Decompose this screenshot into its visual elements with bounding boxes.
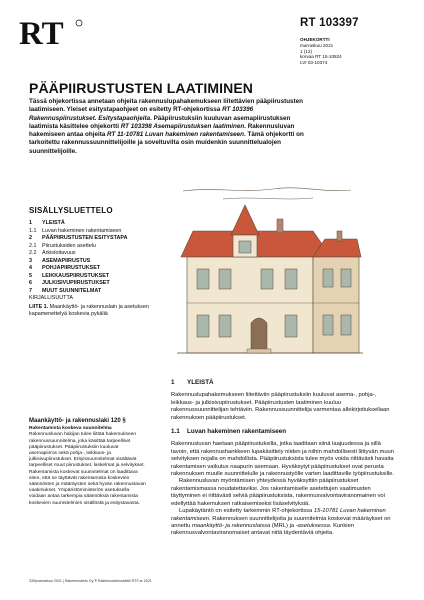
toc-item-num: 2.1 xyxy=(29,242,37,249)
toc-item[interactable] xyxy=(29,265,149,273)
side-wall xyxy=(313,257,359,353)
paragraph-text: . Rakennuksen suunnittelijoita ja suunnitelmia koskevat määräykset on annettu xyxy=(171,515,391,529)
toc-item-num: 5 xyxy=(29,272,32,279)
toc-item-num: 6 xyxy=(29,280,32,286)
toc-item[interactable] xyxy=(29,273,149,281)
meta-type: OHJEKORTTI xyxy=(300,37,330,42)
toc-item-label: PÄÄPIIRUSTUSTEN ESITYSTAPA xyxy=(42,235,128,241)
main-text xyxy=(171,373,399,538)
paragraph-ref: -asetuksessa xyxy=(295,522,330,529)
toc-liite-label: LIITE 1. xyxy=(29,303,49,310)
tower-roof xyxy=(231,205,259,235)
law-excerpt xyxy=(29,418,147,507)
section-num: 1.1 xyxy=(171,428,180,436)
toc-item-liite[interactable] xyxy=(29,304,149,319)
toc-item-num: 7 xyxy=(29,287,32,294)
page-title: PÄÄPIIRUSTUSTEN LAATIMINEN xyxy=(29,80,254,96)
section-num: 1 xyxy=(171,379,175,386)
doc-meta xyxy=(300,37,342,66)
toc-item-label: YLEISTÄ xyxy=(42,220,65,226)
paragraph: Rakennusluvan myöntämisen yhteydessä hyväksyttiin pääpiirustukset rakentamismassa noudatettaviksi. Jos rakentamiselle asetettujen vaatimusten täyttyminen ei riittävästi selviä pääpiirustuksista, rakennusvalvontaviranomainen voi edellyttää hakemuksen ratkaisemiseksi lisäselvityksiä. xyxy=(171,478,385,507)
toc-item-label: JULKISIVUPIIRUSTUKSET xyxy=(42,280,110,286)
toc-item[interactable] xyxy=(29,228,149,236)
intro-ref-3: RT 11-10781 Luvan hakeminen rakentamiseen xyxy=(107,131,245,139)
paragraph-ref: 15-10781 Luvan hakeminen rakentamiseen xyxy=(171,508,386,522)
intro-paragraph xyxy=(29,98,304,156)
rt-logo xyxy=(19,17,85,47)
toc-item-label: LEIKKAUSPIIRUSTUKSET xyxy=(42,272,110,279)
toc-item[interactable] xyxy=(29,235,149,243)
toc-item-label: ASEMAPIIRUSTUS xyxy=(42,257,91,264)
paragraph: Rakennusluvan haetaan pääpiirustuksilla, jotka laaditaan siinä laajuudessa ja sillä tavoin, että rakennushankkeen lupakäsittely niiden ja niihin mahdollisesti liittyvän muun selvityksen nojalla on mahdollista. Pääpiirustuksista tulee myös voida riittävästi havaita rakentamisen vaikutus naapurin asemaan. Hyväksytyt pääpiirustukset ovat perusta rakennuksen muulle suunnittelulle ja rakennustyölle varten laadittaville työpiirustuksille. xyxy=(171,441,394,478)
handwritten-subtitle-stroke xyxy=(223,198,313,199)
toc-item-label: Luvan hakeminen rakentamiseen xyxy=(42,227,122,234)
toc-liite-text: Maankäyttö- ja rakennuslain ja asetuksen kapamenettelyä koskevia pykäliä xyxy=(29,303,149,317)
toc-item-num: 2.2 xyxy=(29,250,37,256)
meta-lvi: LVI 03-10374 xyxy=(300,60,328,66)
paragraph-ref: maankäyttö- ja rakennuslaissa xyxy=(191,522,271,529)
paragraph-text: (MRL) ja xyxy=(270,522,296,529)
intro-text-4: . Tämä ohjekortti on tarkoitettu rakennussuunnittelijoille ja soveltuvilta osin muidenkin suunnittelualojen suunnittelijoille. xyxy=(29,131,304,155)
toc-item-label: MUUT SUUNNITELMAT xyxy=(42,287,102,294)
intro-ref-2: RT 103398 Asemapiirustuksen laatiminen xyxy=(120,122,245,130)
toc-item[interactable] xyxy=(29,288,149,296)
entrance-door xyxy=(251,318,267,353)
doc-number: RT 103397 xyxy=(300,17,359,29)
paragraph-text: Lupakäytäntö on esitetty tarkemmin RT-ohjekortissa xyxy=(179,508,314,515)
section-heading-1 xyxy=(171,379,399,386)
handwritten-title-stroke xyxy=(183,188,351,191)
toc-item-num: 2 xyxy=(29,235,32,241)
paragraph-text: . Kunkien rakennusvalvontaviranomaiset antavat niitä täydentäviä ohjeita. xyxy=(171,522,355,537)
intro-text-2: . Pääpiirustuksiin kuuluvan asemapiirustuksen laatimista käsittelee ohjekortti xyxy=(29,114,291,130)
paragraph xyxy=(171,508,399,538)
meta-pages: 1 (12) xyxy=(300,48,313,54)
toc-item-label: Piirustuksiden asettelu xyxy=(42,242,96,249)
toc-item-num: 4 xyxy=(29,265,32,271)
chimney xyxy=(277,219,283,233)
law-excerpt-text: Rakennusluvan hakijan tulee liittää hakemukseen rakennussuunnitelma, joka käsittää tarpeelliset pääpiirustukset. Pääpiirustuksiin kuuluvat asemapiirros sekä pohja-, leikkaus- ja julkisivupiirustukset. Erityissuunnitelmat sisältävät tarpeelliset muut piirustukset, laskelmat ja selvitykset. Rakentamista koskevat suunnitelmat on laadittava siten, että ne täyttävät rakentamista koskevien säännösten ja määräysten sekä hyvän rakennustavan vaatimukset. Ympäristöministeriön asetuksella voidaan antaa tarkempia säännöksiä rakentamista koskevien suunnitelmien sisällöstä ja esitystavasta. xyxy=(29,432,146,506)
page-footer: 339|marraskuu 2021 | Rakennustieto Oy ® Rakennustietosäätiö RTS sr 2021 xyxy=(29,579,152,583)
toc-item-num: 3 xyxy=(29,257,32,264)
intro-ref-1: RT 103396 Rakennuspiirustukset. Esitystapaohjeita xyxy=(29,106,254,122)
meta-date: marraskuu 2021 xyxy=(300,42,334,48)
toc-item[interactable] xyxy=(29,243,149,251)
toc-item-kirjallisuutta[interactable] xyxy=(29,295,149,303)
entrance-steps xyxy=(247,349,271,353)
toc-item[interactable] xyxy=(29,258,149,266)
law-excerpt-subtitle: Rakentamista koskeva suunnitelma xyxy=(29,426,112,432)
toc-item-label: KIRJALLISUUTTA xyxy=(29,295,73,301)
toc-heading: SISÄLLYSLUETTELO xyxy=(29,206,113,215)
chimney xyxy=(337,231,342,241)
section-title: Luvan hakeminen rakentamiseen xyxy=(187,428,287,436)
toc-item-num: 1 xyxy=(29,220,32,226)
toc-item[interactable] xyxy=(29,250,149,258)
meta-replaces: korvaa RT 15-10824 xyxy=(300,54,342,60)
toc-item-label: POHJAPIIRUSTUKSET xyxy=(42,265,101,271)
section-1-text: Rakennuslupahakemukseen liitettäviin pääpiirustuksiin kuuluvat asema-, pohja-, leikkaus- ja julkisivupiirustukset. Pääpiirustusten laatiminen kuuluu rakennussuunnittelijan tehtäviin. Rakennussuunnittelija varmentaa allekirjoituksellaan rakennuksen pääpiirustukset. xyxy=(171,392,390,421)
law-excerpt-title: Maankäyttö- ja rakennuslaki 120 § xyxy=(29,418,126,424)
toc-item[interactable] xyxy=(29,220,149,228)
toc-item-num: 1.1 xyxy=(29,227,37,234)
table-of-contents xyxy=(29,220,149,319)
toc-item[interactable] xyxy=(29,280,149,288)
facade-illustration xyxy=(173,183,363,363)
section-heading-1-1 xyxy=(171,428,399,435)
intro-text-1: Tässä ohjekortissa annetaan ohjeita rakennuslupahakemukseen liitettävien pääpiirustusten laatimiseen. Yleiset esitystapaohjeet on esitetty RT-ohjekortissa xyxy=(29,98,304,114)
section-title: YLEISTÄ xyxy=(187,379,214,386)
intro-text-3: . Rakennusluvan hakemiseen antaa ohjeita xyxy=(29,122,295,139)
rt-logo-text: RT xyxy=(19,17,64,47)
registered-mark-icon xyxy=(76,20,82,26)
toc-item-label: Arkistoitavuus xyxy=(42,250,76,256)
